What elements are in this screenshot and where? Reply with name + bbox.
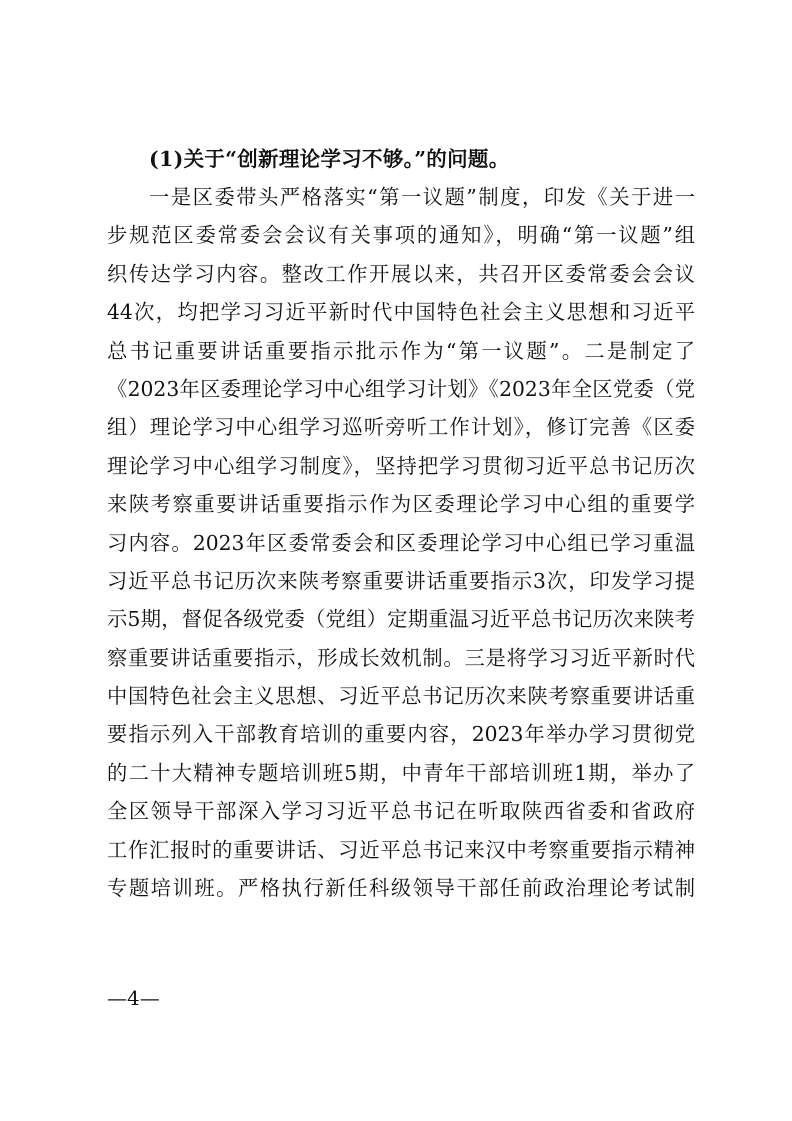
paragraph-line: 织传达学习内容。整改工作开展以来，共召开区委常委会会议: [107, 261, 695, 286]
paragraph-line: 的二十大精神专题培训班5期，中青年干部培训班1期，举办了: [107, 760, 695, 785]
paragraph-line: 一是区委带头严格落实“第一议题”制度，印发《关于进一: [149, 185, 695, 209]
paragraph-line: 习内容。2023年区委常委会和区委理论学习中心组已学习重温: [107, 530, 695, 555]
paragraph-line: 察重要讲话重要指示，形成长效机制。三是将学习习近平新时代: [107, 645, 695, 670]
paragraph-line: 《2023年区委理论学习中心组学习计划》《2023年全区党委（党: [107, 376, 695, 401]
paragraph-line: 44次，均把学习习近平新时代中国特色社会主义思想和习近平: [107, 300, 695, 325]
paragraph-line: 步规范区委常委会会议有关事项的通知》，明确“第一议题”组: [107, 223, 695, 248]
paragraph-line: 总书记重要讲话重要指示批示作为“第一议题”。二是制定了: [107, 338, 695, 363]
document-body: [107, 140, 695, 907]
paragraph-line: 专题培训班。严格执行新任科级领导干部任前政治理论考试制: [107, 876, 695, 901]
paragraph-line: 示5期，督促各级党委（党组）定期重温习近平总书记历次来陕考: [107, 607, 695, 632]
paragraph-line: 中国特色社会主义思想、习近平总书记历次来陕考察重要讲话重: [107, 684, 695, 709]
paragraph-line: 来陕考察重要讲话重要指示作为区委理论学习中心组的重要学: [107, 492, 695, 517]
paragraph-line: 要指示列入干部教育培训的重要内容，2023年举办学习贯彻党: [107, 722, 695, 747]
page-number: —4—: [107, 986, 160, 1010]
section-heading: (1)关于“创新理论学习不够。”的问题。: [149, 147, 510, 171]
paragraph-line: 工作汇报时的重要讲话、习近平总书记来汉中考察重要指示精神: [107, 837, 695, 862]
paragraph-line: 习近平总书记历次来陕考察重要讲话重要指示3次，印发学习提: [107, 568, 695, 593]
paragraph-line: 理论学习中心组学习制度》，坚持把学习贯彻习近平总书记历次: [107, 453, 695, 478]
paragraph-line: 组）理论学习中心组学习巡听旁听工作计划》，修订完善《区委: [107, 415, 695, 440]
paragraph-line: 全区领导干部深入学习习近平总书记在听取陕西省委和省政府: [107, 799, 695, 824]
